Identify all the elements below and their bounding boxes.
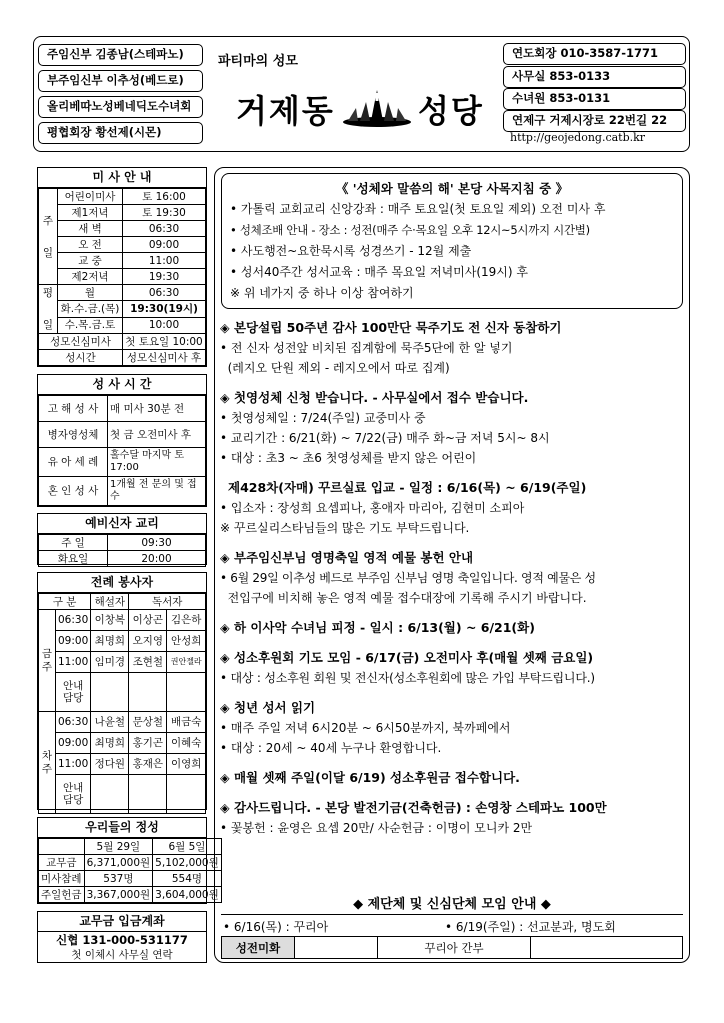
table-row bbox=[39, 871, 222, 887]
table-row bbox=[39, 253, 206, 269]
guideline-item: • 가톨릭 교회교리 신앙강좌 : 매주 토요일(첫 토요일 제외) 오전 미사 후 bbox=[230, 202, 606, 216]
table-row bbox=[39, 535, 206, 551]
reader: 이혜숙 bbox=[167, 733, 206, 754]
reader: 배금숙 bbox=[167, 712, 206, 733]
table-row bbox=[39, 652, 206, 673]
table-row bbox=[39, 631, 206, 652]
cursillo-title: 제428차(자매) 꾸르실료 입교 - 일정 : 6/16(목) ~ 6/19(주일) bbox=[228, 480, 587, 495]
mass-name: 월 bbox=[58, 285, 123, 301]
liturgy-panel bbox=[37, 572, 207, 810]
commentator bbox=[91, 775, 129, 814]
first-communion-item: • 교리기간 : 6/21(화) ~ 7/22(금) 매주 화~금 저녁 5시~ 8시 bbox=[220, 431, 550, 445]
reader bbox=[129, 775, 167, 814]
council-president-label: 평협회장 황선제(시몬) bbox=[38, 122, 203, 144]
finance-header: 6월 5일 bbox=[153, 839, 222, 855]
pastoral-guideline-box bbox=[221, 173, 683, 309]
mass-name: 어린이미사 bbox=[58, 189, 123, 205]
group-cell bbox=[295, 937, 378, 959]
table-row bbox=[39, 237, 206, 253]
table-row bbox=[39, 733, 206, 754]
reader: 안성희 bbox=[167, 631, 206, 652]
mass-time: 06:30 bbox=[123, 285, 206, 301]
sacraments-title: 성 사 시 간 bbox=[38, 375, 206, 395]
finance-header bbox=[39, 839, 85, 855]
table-row bbox=[39, 477, 206, 506]
vocation-offering-title: ◈ 매월 셋째 주일(이달 6/19) 성소후원금 접수합니다. bbox=[220, 770, 520, 785]
sacraments-table bbox=[38, 395, 206, 506]
table-row bbox=[39, 610, 206, 631]
cursillo-item: • 입소자 : 장성희 요셉피나, 홍애자 마리아, 김현미 소피아 bbox=[220, 501, 525, 515]
groups-title: ◆ 제단체 및 신심단체 모임 안내 ◆ bbox=[353, 897, 551, 912]
parish-title bbox=[236, 86, 498, 132]
table-row bbox=[39, 334, 206, 350]
sunday-group-label: 주 일 bbox=[39, 189, 58, 285]
rosary-title: ◈ 본당설립 50주년 감사 100만단 묵주기도 전 신자 동참하기 bbox=[220, 320, 562, 335]
mass-schedule-table bbox=[38, 188, 206, 366]
table-row bbox=[39, 775, 206, 814]
website-link[interactable]: http://geojedong.catb.kr bbox=[510, 131, 646, 144]
vocation-title: ◈ 성소후원회 기도 모임 - 6/17(금) 오전미사 후(매월 셋째 금요일) bbox=[220, 650, 594, 665]
guideline-item: • 성서40주간 성서교육 : 매주 목요일 저녁미사(19시) 후 bbox=[230, 265, 528, 279]
reader bbox=[167, 775, 206, 814]
feast-day-item: • 6월 29일 이추성 베드로 부주임 신부님 영명 축일입니다. 영적 예물은 성 bbox=[220, 571, 596, 585]
slot-time: 06:30 bbox=[56, 712, 91, 733]
mass-time: 19:30(19시) bbox=[123, 301, 206, 317]
liturgy-table bbox=[38, 593, 206, 814]
finance-value: 537명 bbox=[84, 871, 153, 887]
class-day: 화요일 bbox=[39, 551, 108, 567]
feast-day-item: 전입구에 비치해 놓은 영적 예물 접수대장에 기록해 주시기 바랍니다. bbox=[220, 591, 587, 605]
reader: 이영희 bbox=[167, 754, 206, 775]
convent-contact: 수녀원 853-0131 bbox=[503, 88, 686, 110]
guideline-title: 《 '성체와 말씀의 해' 본당 사목지침 중 》 bbox=[335, 181, 569, 196]
finance-label: 미사참례 bbox=[39, 871, 85, 887]
church-logo-icon bbox=[340, 88, 414, 128]
mass-time: 09:00 bbox=[123, 237, 206, 253]
finance-value: 6,371,000원 bbox=[84, 855, 153, 871]
finance-value: 554명 bbox=[153, 871, 222, 887]
mass-name: 새 벽 bbox=[58, 221, 123, 237]
table-row bbox=[39, 205, 206, 221]
groups-table bbox=[221, 936, 683, 959]
commentator: 최명희 bbox=[91, 631, 129, 652]
sacrament-name: 혼 인 성 사 bbox=[39, 477, 108, 506]
table-row bbox=[39, 285, 206, 301]
table-row bbox=[39, 594, 206, 610]
table-row bbox=[39, 887, 222, 903]
reader: 홍재은 bbox=[129, 754, 167, 775]
cursillo-item: ※ 꾸르실리스타님들의 많은 기도 부탁드립니다. bbox=[220, 521, 470, 535]
table-row bbox=[39, 839, 222, 855]
mass-schedule-panel bbox=[37, 167, 207, 367]
office-contact: 사무실 853-0133 bbox=[503, 66, 686, 88]
class-day: 주 일 bbox=[39, 535, 108, 551]
mass-name: 오 전 bbox=[58, 237, 123, 253]
commentator: 최명희 bbox=[91, 733, 129, 754]
table-row bbox=[39, 673, 206, 712]
group-meeting: • 6/19(주일) : 선교분과, 명도회 bbox=[445, 920, 616, 934]
mass-name: 제2저녁 bbox=[58, 269, 123, 285]
slot-time: 안내담당 bbox=[56, 673, 91, 712]
class-time: 20:00 bbox=[108, 551, 206, 567]
slot-time: 09:00 bbox=[56, 631, 91, 652]
reader bbox=[129, 673, 167, 712]
finance-value: 3,367,000원 bbox=[84, 887, 153, 903]
guideline-item: • 사도행전~요한묵시록 성경쓰기 - 12월 제출 bbox=[230, 244, 472, 258]
catechumen-title: 예비신자 교리 bbox=[38, 514, 206, 534]
column-header: 해설자 bbox=[91, 594, 129, 610]
first-communion-item: • 첫영성체일 : 7/24(주일) 교중미사 중 bbox=[220, 411, 426, 425]
mass-time: 11:00 bbox=[123, 253, 206, 269]
mass-name: 수.목.금.토 bbox=[58, 317, 123, 333]
table-row bbox=[39, 712, 206, 733]
reader bbox=[167, 673, 206, 712]
group-label: 금주 bbox=[39, 610, 56, 712]
slot-time: 06:30 bbox=[56, 610, 91, 631]
extra-mass-name: 성시간 bbox=[39, 350, 123, 366]
mass-time: 10:00 bbox=[123, 317, 206, 333]
vocation-item: • 대상 : 성소후원 회원 및 전신자(성소후원회에 많은 가입 부탁드립니다.) bbox=[220, 671, 595, 685]
commentator: 임미경 bbox=[91, 652, 129, 673]
mass-time: 19:30 bbox=[123, 269, 206, 285]
reader: 김은하 bbox=[167, 610, 206, 631]
liturgy-title: 전례 봉사자 bbox=[38, 573, 206, 593]
pastor-label: 주임신부 김종남(스테파노) bbox=[38, 44, 203, 66]
table-row bbox=[39, 221, 206, 237]
group-cell: 꾸리아 간부 bbox=[378, 937, 531, 959]
sacrament-name: 유 아 세 례 bbox=[39, 448, 108, 477]
slot-time: 11:00 bbox=[56, 754, 91, 775]
title-left: 거제동 bbox=[236, 92, 335, 130]
finance-table bbox=[38, 838, 222, 903]
reader: 문상철 bbox=[129, 712, 167, 733]
guideline-note: ※ 위 네가지 중 하나 이상 참여하기 bbox=[230, 286, 414, 300]
table-row bbox=[39, 422, 206, 448]
table-row bbox=[39, 754, 206, 775]
finance-label: 주일헌금 bbox=[39, 887, 85, 903]
sacraments-panel bbox=[37, 374, 207, 507]
sacrament-name: 병자영성체 bbox=[39, 422, 108, 448]
table-row bbox=[39, 317, 206, 333]
reader: 오지영 bbox=[129, 631, 167, 652]
catechumen-panel bbox=[37, 513, 207, 565]
mass-name: 화.수.금.(목) bbox=[58, 301, 123, 317]
table-row bbox=[39, 448, 206, 477]
commentator bbox=[91, 673, 129, 712]
account-note: 첫 이체시 사무실 연락 bbox=[71, 949, 173, 961]
reader: 권안젤라 bbox=[167, 652, 206, 673]
extra-mass-time: 첫 토요일 10:00 bbox=[123, 334, 206, 350]
table-row bbox=[39, 855, 222, 871]
account-panel bbox=[37, 911, 207, 963]
sacrament-name: 고 해 성 사 bbox=[39, 396, 108, 422]
catechumen-table bbox=[38, 534, 206, 567]
finance-title: 우리들의 정성 bbox=[38, 818, 206, 838]
parish-subtitle: 파티마의 성모 bbox=[218, 54, 298, 69]
table-row bbox=[39, 350, 206, 366]
commentator: 이창복 bbox=[91, 610, 129, 631]
extra-mass-time: 성모신심미사 후 bbox=[123, 350, 206, 366]
table-row bbox=[222, 937, 683, 959]
sacrament-value: 첫 금 오전미사 후 bbox=[108, 422, 206, 448]
youth-bible-item: • 대상 : 20세 ~ 40세 누구나 환영합니다. bbox=[220, 741, 442, 755]
guideline-item: • 성체조배 안내 - 장소 : 성전(매주 수·목요일 오후 12시~5시까지 시간별) bbox=[230, 223, 590, 237]
slot-time: 안내담당 bbox=[56, 775, 91, 814]
announcements bbox=[220, 318, 686, 838]
mass-schedule-title: 미 사 안 내 bbox=[38, 168, 206, 188]
feast-day-title: ◈ 부주임신부님 영명축일 영적 예물 봉헌 안내 bbox=[220, 550, 474, 565]
group-cell: 성전미화 bbox=[222, 937, 295, 959]
first-communion-title: ◈ 첫영성체 신청 받습니다. - 사무실에서 접수 받습니다. bbox=[220, 390, 529, 405]
rosary-item: (레지오 단원 제외 - 레지오에서 따로 집계) bbox=[220, 361, 450, 375]
table-row bbox=[39, 269, 206, 285]
table-row bbox=[39, 396, 206, 422]
mass-time: 06:30 bbox=[123, 221, 206, 237]
slot-time: 11:00 bbox=[56, 652, 91, 673]
assistant-pastor-label: 부주임신부 이추성(베드로) bbox=[38, 70, 203, 92]
finance-value: 5,102,000원 bbox=[153, 855, 222, 871]
reader: 홍기곤 bbox=[129, 733, 167, 754]
account-title: 교무금 입금계좌 bbox=[38, 912, 206, 932]
youth-bible-title: ◈ 청년 성서 읽기 bbox=[220, 700, 316, 715]
column-header: 구 분 bbox=[39, 594, 91, 610]
mass-name: 제1저녁 bbox=[58, 205, 123, 221]
table-row bbox=[39, 301, 206, 317]
table-row bbox=[39, 551, 206, 567]
retreat-title: ◈ 하 이사악 수녀님 피정 - 일시 : 6/13(월) ~ 6/21(화) bbox=[220, 620, 535, 635]
address: 연제구 거제시장로 22번길 22 bbox=[503, 110, 686, 132]
title-right: 성당 bbox=[418, 92, 484, 130]
condolence-contact: 연도회장 010-3587-1771 bbox=[503, 43, 686, 65]
weekday-group-label: 평 일 bbox=[39, 285, 58, 334]
sacrament-value: 매 미사 30분 전 bbox=[108, 396, 206, 422]
finance-header: 5월 29일 bbox=[84, 839, 153, 855]
commentator: 나윤철 bbox=[91, 712, 129, 733]
mass-time: 토 19:30 bbox=[123, 205, 206, 221]
first-communion-item: • 대상 : 초3 ~ 초6 첫영성체를 받지 않은 어린이 bbox=[220, 451, 477, 465]
thanks-item: • 꽃봉헌 : 윤영은 요셉 20만/ 사순헌금 : 이명이 모니카 2만 bbox=[220, 821, 533, 835]
table-row bbox=[39, 189, 206, 205]
finance-value: 3,604,000원 bbox=[153, 887, 222, 903]
slot-time: 09:00 bbox=[56, 733, 91, 754]
thanks-title: ◈ 감사드립니다. - 본당 발전기금(건축헌금) : 손영창 스테파노 100만 bbox=[220, 800, 607, 815]
mass-time: 토 16:00 bbox=[123, 189, 206, 205]
group-meeting: • 6/16(목) : 꾸리아 bbox=[223, 920, 329, 934]
class-time: 09:30 bbox=[108, 535, 206, 551]
finance-label: 교무금 bbox=[39, 855, 85, 871]
sacrament-value: 1개월 전 문의 및 접수 bbox=[108, 477, 206, 506]
reader: 이상곤 bbox=[129, 610, 167, 631]
finance-panel bbox=[37, 817, 219, 904]
commentator: 정다원 bbox=[91, 754, 129, 775]
column-header: 독서자 bbox=[129, 594, 206, 610]
groups-schedule bbox=[221, 914, 683, 937]
sacrament-value: 홀수달 마지막 토 17:00 bbox=[108, 448, 206, 477]
mass-name: 교 중 bbox=[58, 253, 123, 269]
rosary-item: • 전 신자 성전앞 비치된 집계함에 묵주5단에 한 알 넣기 bbox=[220, 341, 513, 355]
group-label: 차주 bbox=[39, 712, 56, 814]
account-number: 신협 131-000-531177 bbox=[56, 933, 188, 947]
extra-mass-name: 성모신심미사 bbox=[39, 334, 123, 350]
group-cell bbox=[531, 937, 683, 959]
sisters-label: 올리베따노성베네딕도수녀회 bbox=[38, 96, 203, 118]
youth-bible-item: • 매주 주일 저녁 6시20분 ~ 6시50분까지, 북까페에서 bbox=[220, 721, 511, 735]
reader: 조현철 bbox=[129, 652, 167, 673]
